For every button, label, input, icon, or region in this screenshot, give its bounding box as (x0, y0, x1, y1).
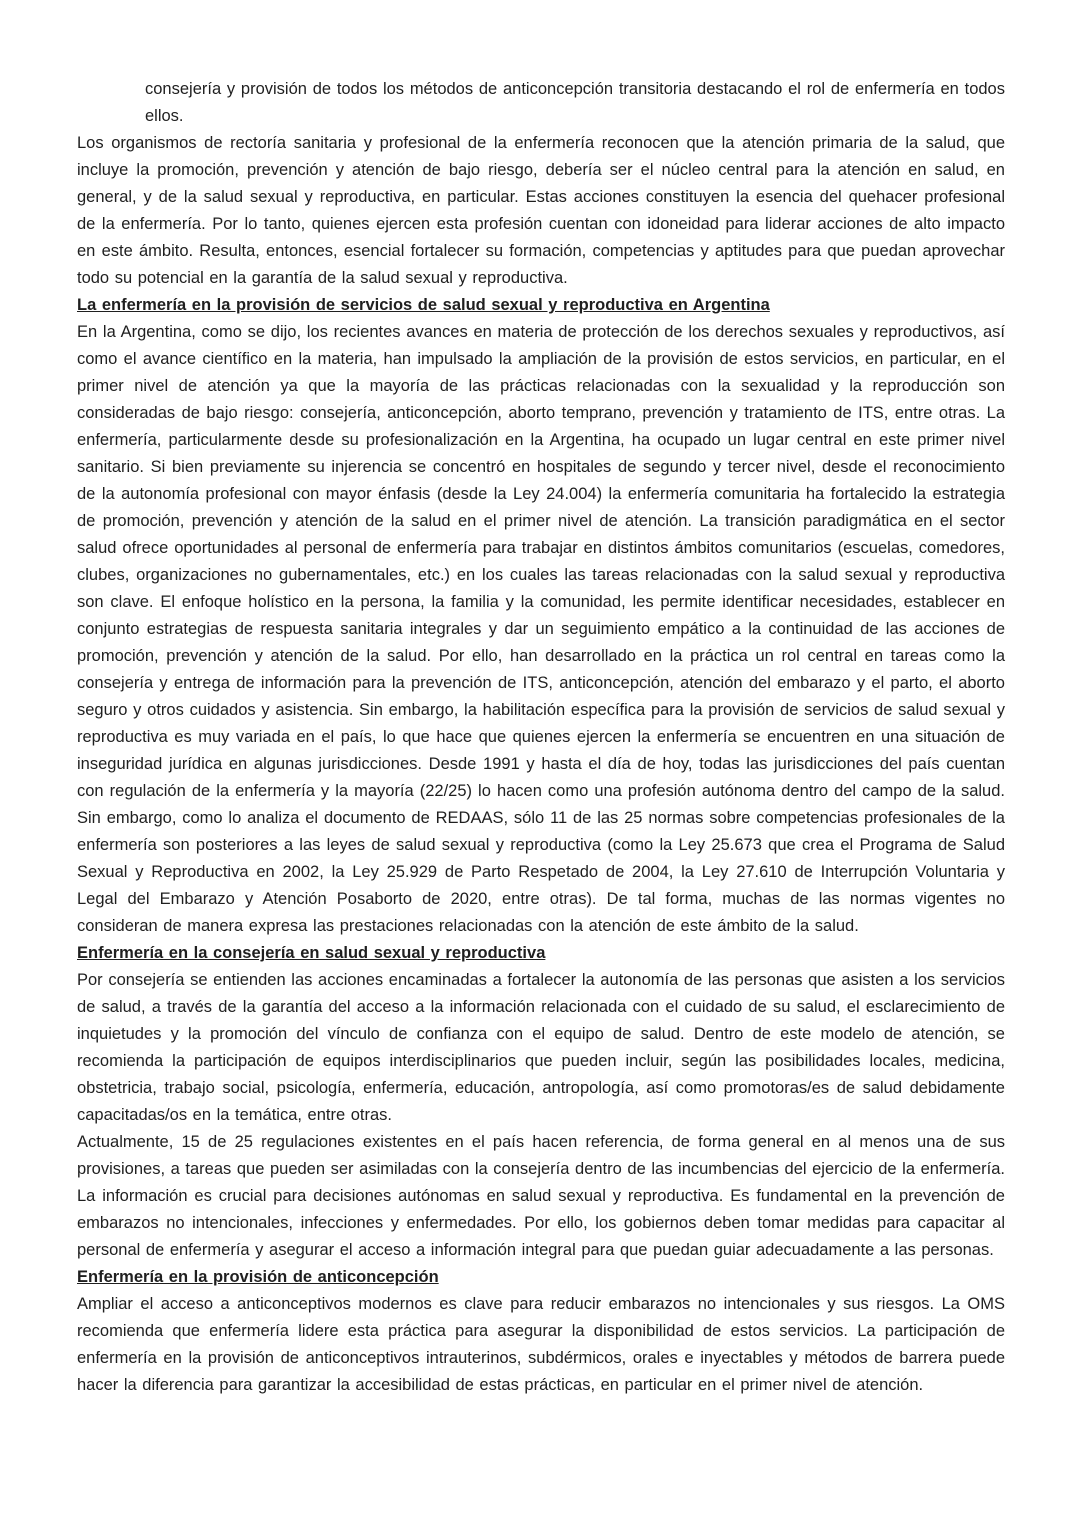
paragraph: consejería y provisión de todos los métodos de anticoncepción transitoria destacando el rol de enfermería en todos ellos. (145, 80, 1005, 125)
paragraph: Ampliar el acceso a anticonceptivos modernos es clave para reducir embarazos no intencionales y sus riesgos. La OMS recomienda que enfermería lidere esta práctica para asegurar la disponibilidad de estos servicios. La participación de enfermería en la provisión de anticonceptivos intrauterinos, subdérmicos, orales e inyectables y métodos de barrera puede hacer la diferencia para garantizar la accesibilidad de estas prácticas, en particular en el primer nivel de atención. (77, 1295, 1005, 1394)
paragraph: En la Argentina, como se dijo, los recientes avances en materia de protección de los derechos sexuales y reproductivos, así como el avance científico en la materia, han impulsado la ampliación de la provisión de estos servicios, en particular, en el primer nivel de atención ya que la mayoría de las prácticas relacionadas con la sexualidad y la reproducción son consideradas de bajo riesgo: consejería, anticoncepción, aborto temprano, prevención y tratamiento de ITS, entre otras. La enfermería, particularmente desde su profesionalización en la Argentina, ha ocupado un lugar central en este primer nivel sanitario. Si bien previamente su injerencia se concentró en hospitales de segundo y tercer nivel, desde el reconocimiento de la autonomía profesional con mayor énfasis (desde la Ley 24.004) la enfermería comunitaria ha fortalecido la estrategia de promoción, prevención y atención de la salud en el primer nivel de atención. La transición paradigmática en el sector salud ofrece oportunidades al personal de enfermería para trabajar en distintos ámbitos comunitarios (escuelas, comedores, clubes, organizaciones no gubernamentales, etc.) en los cuales las tareas relacionadas con la salud sexual y reproductiva son clave. El enfoque holístico en la persona, la familia y la comunidad, les permite identificar necesidades, establecer en conjunto estrategias de respuesta sanitaria integrales y dar un seguimiento empático a la continuidad de las acciones de promoción, prevención y atención de la salud. Por ello, han desarrollado en la práctica un rol central en tareas como la consejería y entrega de información para la prevención de ITS, anticoncepción, atención del embarazo y el parto, el aborto seguro y otros cuidados y asistencia. Sin embargo, la habilitación específica para la provisión de servicios de salud sexual y reproductiva es muy variada en el país, lo que hace que quienes ejercen la enfermería se encuentren en una situación de inseguridad jurídica en algunas jurisdicciones. Desde 1991 y hasta el día de hoy, todas las jurisdicciones del país cuentan con regulación de la enfermería y la mayoría (22/25) lo hacen como una profesión autónoma dentro del campo de la salud. Sin embargo, como lo analiza el documento de REDAAS, sólo 11 de las 25 normas sobre competencias profesionales de la enfermería son posteriores a las leyes de salud sexual y reproductiva (como la Ley 25.673 que crea el Programa de Salud Sexual y Reproductiva en 2002, la Ley 25.929 de Parto Respetado de 2004, la Ley 27.610 de Interrupción Voluntaria y Legal del Embarazo y Atención Posaborto de 2020, entre otras). De tal forma, muchas de las normas vigentes no consideran de manera expresa las prestaciones relacionadas con la atención de este ámbito de la salud. (77, 323, 1005, 935)
section-heading: Enfermería en la consejería en salud sexual y reproductiva (77, 944, 546, 962)
section-heading: La enfermería en la provisión de servicios de salud sexual y reproductiva en Argentina (77, 296, 770, 314)
paragraph: Por consejería se entienden las acciones encaminadas a fortalecer la autonomía de las personas que asisten a los servicios de salud, a través de la garantía del acceso a la información relacionada con el cuidado de su salud, el esclarecimiento de inquietudes y la promoción del vínculo de confianza con el equipo de salud. Dentro de este modelo de atención, se recomienda la participación de equipos interdisciplinarios que pueden incluir, según las posibilidades locales, medicina, obstetricia, trabajo social, psicología, enfermería, educación, antropología, así como promotoras/es de salud debidamente capacitadas/os en la temática, entre otras. (77, 971, 1005, 1124)
paragraph: Actualmente, 15 de 25 regulaciones existentes en el país hacen referencia, de forma general en al menos una de sus provisiones, a tareas que pueden ser asimiladas con la consejería dentro de las incumbencias del ejercicio de la enfermería. La información es crucial para decisiones autónomas en salud sexual y reproductiva. Es fundamental en la prevención de embarazos no intencionales, infecciones y enfermedades. Por ello, los gobiernos deben tomar medidas para capacitar al personal de enfermería y asegurar el acceso a información integral para que puedan guiar adecuadamente a las personas. (77, 1133, 1005, 1259)
document-content (77, 76, 1005, 1399)
paragraph: Los organismos de rectoría sanitaria y profesional de la enfermería reconocen que la atención primaria de la salud, que incluye la promoción, prevención y atención de bajo riesgo, debería ser el núcleo central para la atención en salud, en general, y de la salud sexual y reproductiva, en particular. Estas acciones constituyen la esencia del quehacer profesional de la enfermería. Por lo tanto, quienes ejercen esta profesión cuentan con idoneidad para liderar acciones de alto impacto en este ámbito. Resulta, entonces, esencial fortalecer su formación, competencias y aptitudes para que puedan aprovechar todo su potencial en la garantía de la salud sexual y reproductiva. (77, 134, 1005, 287)
section-heading: Enfermería en la provisión de anticoncepción (77, 1268, 439, 1286)
